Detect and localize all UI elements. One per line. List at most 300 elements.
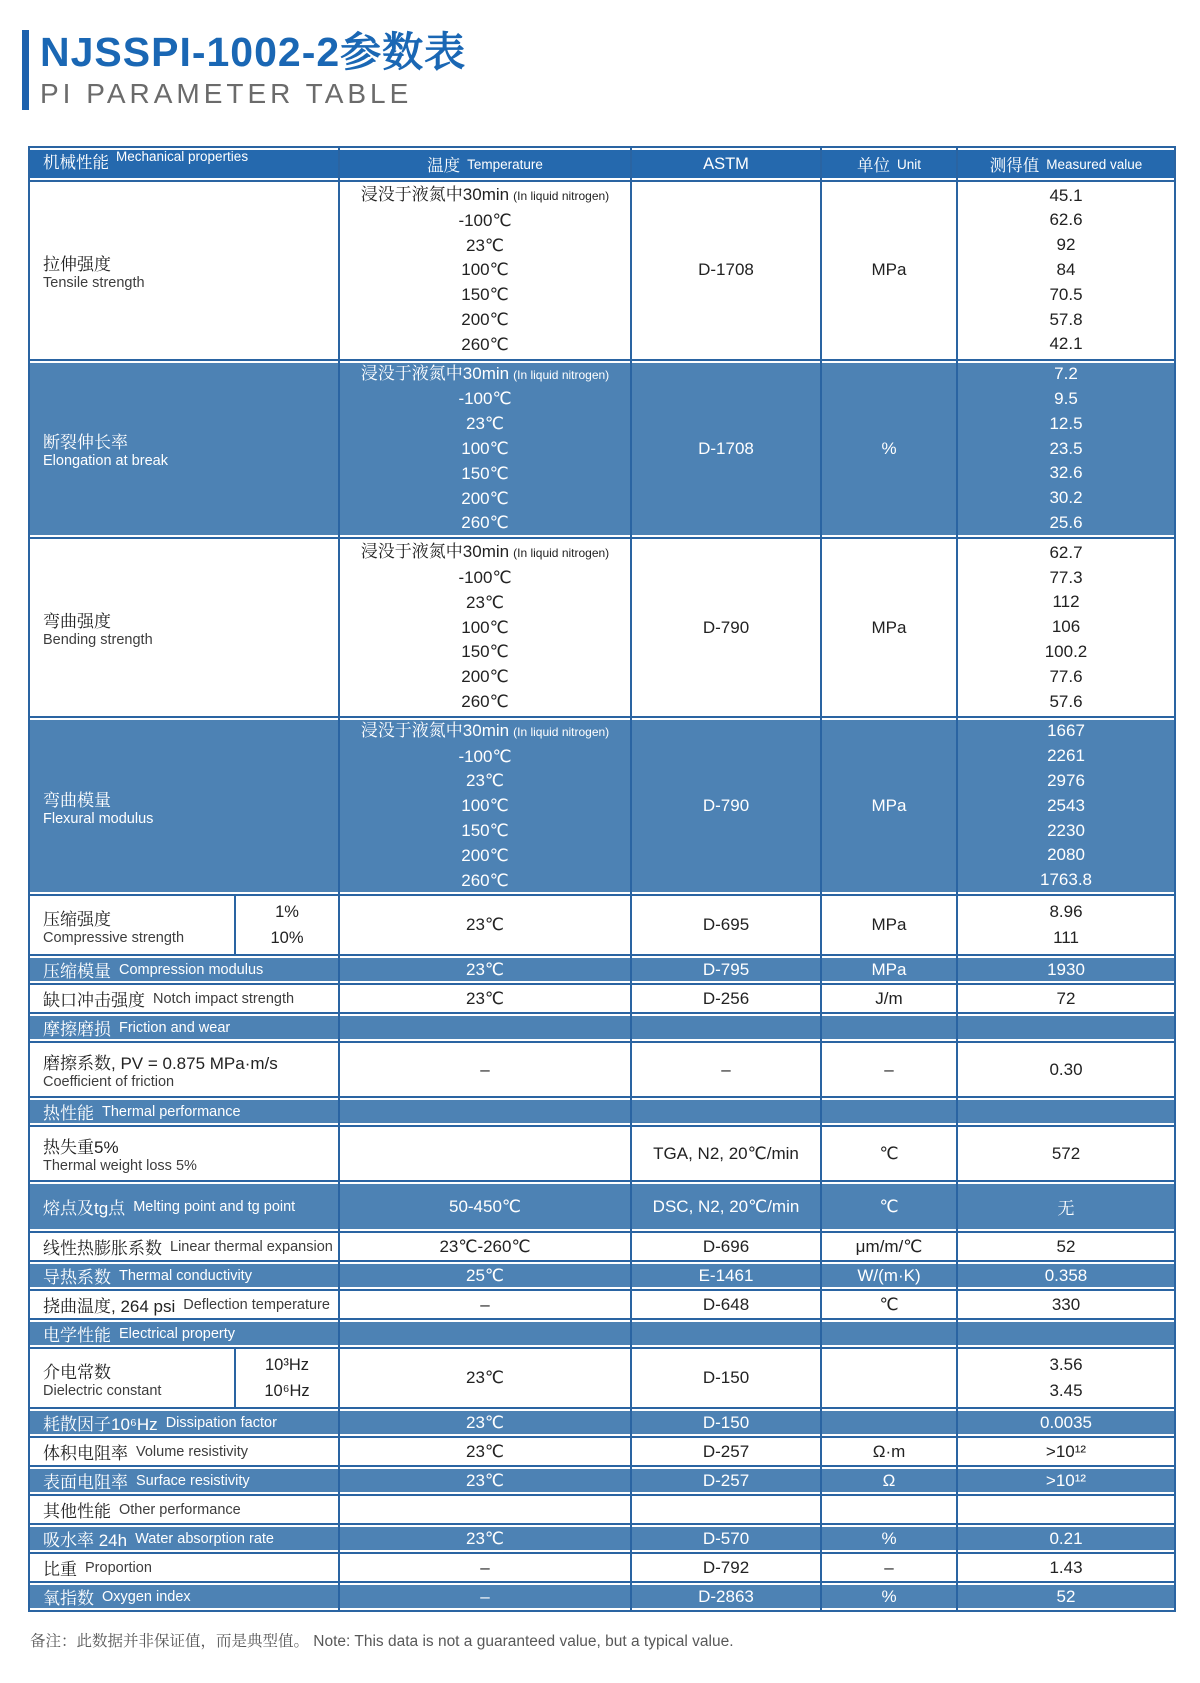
value-cell-line: 100.2: [1044, 641, 1088, 661]
property-cell: [30, 1043, 340, 1096]
temperature-cell-text: 23℃: [465, 1470, 504, 1490]
property-en: Water absorption rate: [135, 1530, 274, 1547]
value-cell-text: 1.43: [1049, 1557, 1083, 1577]
sub-condition-cell-line: 10%: [270, 929, 304, 948]
unit-cell-text: ℃: [879, 1143, 899, 1163]
astm-cell: [632, 539, 822, 716]
temperature-cell-text: 23℃-260℃: [439, 1236, 531, 1256]
unit-cell: [822, 718, 958, 895]
unit-cell-text: –: [884, 1557, 894, 1577]
temperature-cell: [340, 1409, 632, 1436]
temperature-cell: [340, 1349, 632, 1407]
property-zh: 吸水率 24h: [43, 1531, 128, 1551]
value-cell: [958, 1583, 1174, 1610]
property-en: Elongation at break: [43, 453, 168, 470]
astm-cell: [632, 1182, 822, 1231]
temperature-main: 浸没于液氮中30min: [360, 363, 510, 383]
unit-cell: [822, 182, 958, 359]
temperature-line: 23℃: [465, 235, 504, 255]
temperature-cell-text: –: [480, 1586, 490, 1606]
property-en: Volume resistivity: [136, 1443, 249, 1460]
table-row: [30, 180, 1174, 359]
temperature-cell: [340, 718, 632, 895]
value-cell: [958, 1291, 1174, 1318]
astm-cell: [632, 1583, 822, 1610]
property-cell: [30, 1262, 340, 1289]
temperature-line: [361, 183, 609, 209]
astm-cell-text: D-150: [702, 1368, 750, 1388]
value-cell-line: 23.5: [1049, 438, 1083, 458]
property-zh: 压缩强度: [43, 909, 111, 929]
property-en: Compressive strength: [43, 929, 185, 946]
temperature-cell: [340, 1291, 632, 1318]
property-en: Linear thermal expansion: [170, 1238, 333, 1255]
astm-cell: [632, 1496, 822, 1523]
property-cell: [30, 1583, 340, 1610]
temperature-line: 23℃: [465, 414, 504, 434]
liquid-nitrogen-note: (In liquid nitrogen): [513, 724, 610, 739]
table-row: [30, 954, 1174, 983]
value-cell-line: 3.45: [1049, 1381, 1083, 1401]
temperature-line: 200℃: [461, 667, 509, 687]
property-cell: [30, 896, 236, 954]
property-zh: 弯曲模量: [43, 790, 111, 810]
header-property-zh: 机械性能: [43, 154, 109, 173]
table-row: [30, 894, 1174, 954]
value-cell-line: 112: [1052, 592, 1080, 612]
value-cell-text: >10¹²: [1045, 1441, 1087, 1461]
temperature-line: -100℃: [458, 568, 512, 588]
property-zh: 缺口冲击强度: [43, 991, 145, 1011]
table-row: [30, 1347, 1174, 1407]
value-cell-line: 2261: [1047, 746, 1085, 766]
property-zh: 耗散因子10⁶Hz: [43, 1415, 158, 1435]
temperature-cell-text: 23℃: [465, 915, 504, 935]
astm-cell: [632, 985, 822, 1012]
liquid-nitrogen-note: (In liquid nitrogen): [513, 367, 610, 382]
property-zh: 导热系数: [43, 1268, 111, 1288]
table-row: [30, 1552, 1174, 1581]
temperature-line: 150℃: [461, 821, 509, 841]
property-zh: 挠曲温度, 264 psi: [43, 1297, 176, 1317]
astm-cell-text: DSC, N2, 20℃/min: [652, 1196, 800, 1216]
unit-cell-text: W/(m·K): [857, 1265, 921, 1285]
header-unit-en: Unit: [896, 156, 921, 172]
astm-cell: [632, 1525, 822, 1552]
temperature-cell-text: 23℃: [465, 959, 504, 979]
temperature-cell-text: –: [480, 1059, 490, 1079]
temperature-line: 200℃: [461, 488, 509, 508]
astm-cell: [632, 1349, 822, 1407]
temperature-cell: [340, 1467, 632, 1494]
temperature-cell: [340, 182, 632, 359]
table-row: [30, 1407, 1174, 1436]
value-cell-line: 1667: [1047, 721, 1085, 741]
astm-cell-text: D-1708: [698, 438, 754, 458]
parameter-table: [28, 146, 1176, 1612]
temperature-cell: [340, 1014, 632, 1041]
table-row: [30, 1125, 1174, 1180]
value-cell-line: 2230: [1047, 820, 1085, 840]
temperature-cell-text: 23℃: [465, 988, 504, 1008]
property-cell: [30, 1182, 340, 1231]
temperature-line: [361, 362, 609, 388]
value-cell-line: 92: [1056, 235, 1076, 255]
astm-cell-text: –: [721, 1059, 731, 1079]
sub-condition-cell-line: 10⁶Hz: [264, 1382, 310, 1401]
property-cell: [30, 956, 340, 983]
value-cell-line: 62.6: [1049, 210, 1083, 230]
value-cell-line: 2543: [1047, 795, 1085, 815]
unit-cell-text: Ω: [882, 1470, 896, 1490]
header-cell-temperature: [340, 148, 632, 180]
temperature-cell: [340, 1182, 632, 1231]
header-property-en: Mechanical properties: [116, 149, 249, 165]
astm-cell: [632, 1438, 822, 1465]
table-row: [30, 1231, 1174, 1260]
property-en: Other performance: [119, 1501, 241, 1518]
temperature-line: [361, 719, 609, 745]
astm-cell-text: D-790: [702, 796, 750, 816]
unit-cell-text: MPa: [871, 959, 907, 979]
unit-cell-text: %: [881, 1586, 897, 1606]
unit-cell-text: ℃: [879, 1294, 899, 1314]
unit-cell: [822, 1127, 958, 1180]
unit-cell: [822, 1320, 958, 1347]
value-cell-text: 52: [1056, 1236, 1076, 1256]
unit-cell: [822, 1182, 958, 1231]
astm-cell: [632, 1291, 822, 1318]
unit-cell: [822, 539, 958, 716]
astm-cell: [632, 956, 822, 983]
astm-cell-text: TGA, N2, 20℃/min: [653, 1143, 799, 1163]
value-cell: [958, 1409, 1174, 1436]
unit-cell-text: Ω·m: [872, 1441, 906, 1461]
astm-cell-text: D-150: [702, 1412, 750, 1432]
temperature-cell: [340, 1525, 632, 1552]
value-cell-line: 25.6: [1049, 512, 1083, 532]
property-zh: 摩擦磨损: [43, 1020, 111, 1040]
temperature-line: 100℃: [461, 617, 509, 637]
table-header-row: [30, 148, 1174, 180]
temperature-main: 浸没于液氮中30min: [360, 542, 510, 562]
temperature-line: 260℃: [461, 870, 509, 890]
unit-cell: [822, 1496, 958, 1523]
table-row: [30, 1041, 1174, 1096]
value-cell-line: 77.3: [1049, 567, 1083, 587]
property-en: Dissipation factor: [165, 1414, 277, 1431]
header-value-zh: 测得值: [989, 157, 1040, 176]
astm-cell-text: D-795: [702, 959, 750, 979]
unit-cell: [822, 1349, 958, 1407]
value-cell-line: 77.6: [1049, 666, 1083, 686]
value-cell-line: 106: [1051, 617, 1081, 637]
property-cell: [30, 361, 340, 538]
temperature-line: 260℃: [461, 513, 509, 533]
property-en: Tensile strength: [43, 274, 145, 291]
astm-cell: [632, 1014, 822, 1041]
sub-condition-cell-line: 10³Hz: [264, 1356, 309, 1375]
astm-cell-text: D-792: [702, 1557, 750, 1577]
value-cell-text: 0.21: [1049, 1528, 1083, 1548]
unit-cell-text: μm/m/℃: [855, 1236, 923, 1256]
temperature-line: 23℃: [465, 592, 504, 612]
temperature-cell: [340, 539, 632, 716]
astm-cell: [632, 1043, 822, 1096]
unit-cell: [822, 1043, 958, 1096]
unit-cell: [822, 1233, 958, 1260]
astm-cell: [632, 1262, 822, 1289]
temperature-main: 浸没于液氮中30min: [360, 185, 510, 205]
temperature-line: 100℃: [461, 439, 509, 459]
property-cell: [30, 1496, 340, 1523]
astm-cell-text: D-257: [702, 1470, 750, 1490]
temperature-cell-text: 23℃: [465, 1441, 504, 1461]
temperature-line: [361, 540, 609, 566]
value-cell: [958, 1554, 1174, 1581]
unit-cell: [822, 956, 958, 983]
property-cell: [30, 539, 340, 716]
table-row: [30, 716, 1174, 895]
liquid-nitrogen-note: (In liquid nitrogen): [513, 189, 610, 204]
table-row: [30, 1465, 1174, 1494]
footnote: 备注：此数据并非保证值，而是典型值。 Note: This data is not a guaranteed value, but a typical value.: [30, 1633, 734, 1651]
temperature-cell: [340, 1233, 632, 1260]
value-cell: [958, 896, 1174, 954]
value-cell-line: 57.6: [1049, 691, 1083, 711]
temperature-cell: [340, 1320, 632, 1347]
unit-cell: [822, 1262, 958, 1289]
value-cell: [958, 182, 1174, 359]
property-en: Flexural modulus: [43, 810, 154, 827]
table-row: [30, 1012, 1174, 1041]
value-cell: [958, 539, 1174, 716]
unit-cell-text: %: [881, 438, 897, 458]
property-en: Oxygen index: [102, 1588, 191, 1605]
astm-cell: [632, 718, 822, 895]
temperature-line: 150℃: [461, 463, 509, 483]
value-cell-text: 52: [1056, 1586, 1076, 1606]
value-cell-line: 7.2: [1054, 364, 1078, 384]
unit-cell: [822, 896, 958, 954]
value-cell: [958, 1127, 1174, 1180]
header-unit-zh: 单位: [856, 157, 890, 176]
value-cell-text: 0.358: [1044, 1265, 1088, 1285]
unit-cell-text: MPa: [871, 617, 907, 637]
unit-cell: [822, 985, 958, 1012]
temperature-cell: [340, 1127, 632, 1180]
value-cell: [958, 1438, 1174, 1465]
property-cell: [30, 1525, 340, 1552]
header-cell-astm: [632, 148, 822, 180]
temperature-line: 100℃: [461, 260, 509, 280]
value-cell-text: >10¹²: [1045, 1470, 1087, 1490]
property-en: Dielectric constant: [43, 1382, 162, 1399]
astm-cell: [632, 1098, 822, 1125]
property-zh: 体积电阻率: [43, 1444, 128, 1464]
temperature-line: 260℃: [461, 692, 509, 712]
value-cell: [958, 361, 1174, 538]
value-cell-line: 12.5: [1049, 413, 1083, 433]
property-en: Compression modulus: [119, 961, 264, 978]
sub-condition-cell-line: 1%: [275, 903, 299, 922]
property-cell: [30, 1438, 340, 1465]
unit-cell-text: %: [881, 1528, 897, 1548]
temperature-line: 150℃: [461, 285, 509, 305]
property-cell: [30, 1014, 340, 1041]
page-subtitle: PI PARAMETER TABLE: [40, 78, 413, 110]
value-cell-text: 1930: [1047, 959, 1085, 979]
astm-cell: [632, 1233, 822, 1260]
temperature-line: -100℃: [458, 389, 512, 409]
value-cell: [958, 1098, 1174, 1125]
sub-condition-cell: [236, 896, 340, 954]
table-row: [30, 1523, 1174, 1552]
property-cell: [30, 1467, 340, 1494]
temperature-line: -100℃: [458, 746, 512, 766]
value-cell: [958, 1320, 1174, 1347]
value-cell-line: 30.2: [1049, 488, 1083, 508]
property-en: Coefficient of friction: [43, 1074, 175, 1091]
temperature-cell-text: 23℃: [465, 1412, 504, 1432]
table-row: [30, 359, 1174, 538]
value-cell-line: 8.96: [1049, 902, 1083, 922]
property-zh: 其他性能: [43, 1502, 111, 1522]
property-cell: [30, 1233, 340, 1260]
unit-cell: [822, 1583, 958, 1610]
unit-cell-text: ℃: [879, 1196, 899, 1216]
temperature-line: 200℃: [461, 845, 509, 865]
temperature-line: 100℃: [461, 796, 509, 816]
header-cell-unit: [822, 148, 958, 180]
value-cell: [958, 1349, 1174, 1407]
value-cell-line: 57.8: [1049, 309, 1083, 329]
temperature-cell: [340, 1554, 632, 1581]
value-cell-line: 84: [1056, 259, 1076, 279]
temperature-cell: [340, 1583, 632, 1610]
astm-cell-text: E-1461: [698, 1265, 754, 1285]
temperature-cell: [340, 896, 632, 954]
astm-cell: [632, 1467, 822, 1494]
table-row: [30, 1289, 1174, 1318]
value-cell-text: 0.30: [1049, 1059, 1083, 1079]
temperature-cell-text: –: [480, 1557, 490, 1577]
astm-cell-text: D-790: [702, 617, 750, 637]
temperature-cell: [340, 985, 632, 1012]
value-cell-line: 9.5: [1054, 388, 1078, 408]
unit-cell: [822, 361, 958, 538]
astm-cell: [632, 1554, 822, 1581]
property-en: Proportion: [85, 1559, 152, 1576]
astm-cell-text: D-696: [702, 1236, 750, 1256]
property-zh: 拉伸强度: [43, 254, 111, 274]
value-cell-line: 2976: [1047, 770, 1085, 790]
temperature-cell-text: –: [480, 1294, 490, 1314]
value-cell-line: 1763.8: [1040, 870, 1092, 890]
property-cell: [30, 718, 340, 895]
temperature-cell: [340, 1262, 632, 1289]
value-cell-line: 111: [1053, 928, 1079, 948]
temperature-line: -100℃: [458, 210, 512, 230]
temperature-main: 浸没于液氮中30min: [360, 720, 510, 740]
property-zh: 电学性能: [43, 1326, 111, 1346]
unit-cell: [822, 1409, 958, 1436]
table-row: [30, 1436, 1174, 1465]
value-cell-text: 0.0035: [1040, 1412, 1092, 1432]
property-zh: 弯曲强度: [43, 612, 111, 632]
value-cell: [958, 1496, 1174, 1523]
unit-cell-text: MPa: [871, 260, 907, 280]
temperature-cell: [340, 1043, 632, 1096]
astm-cell-text: D-648: [702, 1294, 750, 1314]
value-cell: [958, 1182, 1174, 1231]
table-row: [30, 1180, 1174, 1231]
unit-cell: [822, 1467, 958, 1494]
temperature-cell: [340, 956, 632, 983]
property-en: Thermal performance: [102, 1103, 241, 1120]
property-zh: 表面电阻率: [43, 1473, 128, 1493]
temperature-line: 260℃: [461, 334, 509, 354]
value-cell-text: 572: [1051, 1143, 1081, 1163]
value-cell-line: 70.5: [1049, 284, 1083, 304]
astm-cell-text: D-2863: [698, 1586, 754, 1606]
value-cell-text: 无: [1057, 1199, 1075, 1219]
temperature-cell-text: 23℃: [465, 1528, 504, 1548]
property-cell: [30, 985, 340, 1012]
value-cell-line: 45.1: [1049, 185, 1083, 205]
page-title: NJSSPI-1002-2参数表: [40, 29, 467, 75]
property-en: Surface resistivity: [136, 1472, 250, 1489]
property-cell: [30, 1291, 340, 1318]
unit-cell-text: –: [884, 1059, 894, 1079]
value-cell-line: 32.6: [1049, 463, 1083, 483]
property-en: Friction and wear: [119, 1019, 231, 1036]
property-en: Melting point and tg point: [133, 1198, 296, 1215]
value-cell: [958, 1525, 1174, 1552]
astm-cell: [632, 896, 822, 954]
value-cell: [958, 1233, 1174, 1260]
property-zh: 线性热膨胀系数: [43, 1239, 162, 1259]
value-cell: [958, 1467, 1174, 1494]
property-en: Thermal weight loss 5%: [43, 1158, 197, 1175]
value-cell-text: 72: [1056, 988, 1076, 1008]
property-zh: 热性能: [43, 1104, 94, 1124]
astm-cell: [632, 182, 822, 359]
unit-cell: [822, 1525, 958, 1552]
property-cell: [30, 1349, 236, 1407]
astm-cell: [632, 1320, 822, 1347]
unit-cell: [822, 1291, 958, 1318]
astm-cell: [632, 361, 822, 538]
property-zh: 磨擦系数, PV = 0.875 MPa·m/s: [43, 1054, 278, 1074]
temperature-line: 150℃: [461, 642, 509, 662]
header-temperature-en: Temperature: [467, 156, 543, 172]
property-zh: 熔点及tg点: [43, 1199, 126, 1219]
temperature-cell: [340, 1438, 632, 1465]
table-row: [30, 983, 1174, 1012]
property-en: Notch impact strength: [153, 990, 295, 1007]
temperature-cell-text: 50-450℃: [448, 1196, 522, 1216]
property-cell: [30, 1554, 340, 1581]
value-cell: [958, 1043, 1174, 1096]
value-cell: [958, 718, 1174, 895]
property-zh: 氧指数: [43, 1589, 94, 1609]
property-en: Thermal conductivity: [119, 1267, 252, 1284]
property-cell: [30, 1098, 340, 1125]
table-row: [30, 537, 1174, 716]
astm-cell-text: D-695: [702, 915, 750, 935]
temperature-cell: [340, 1098, 632, 1125]
